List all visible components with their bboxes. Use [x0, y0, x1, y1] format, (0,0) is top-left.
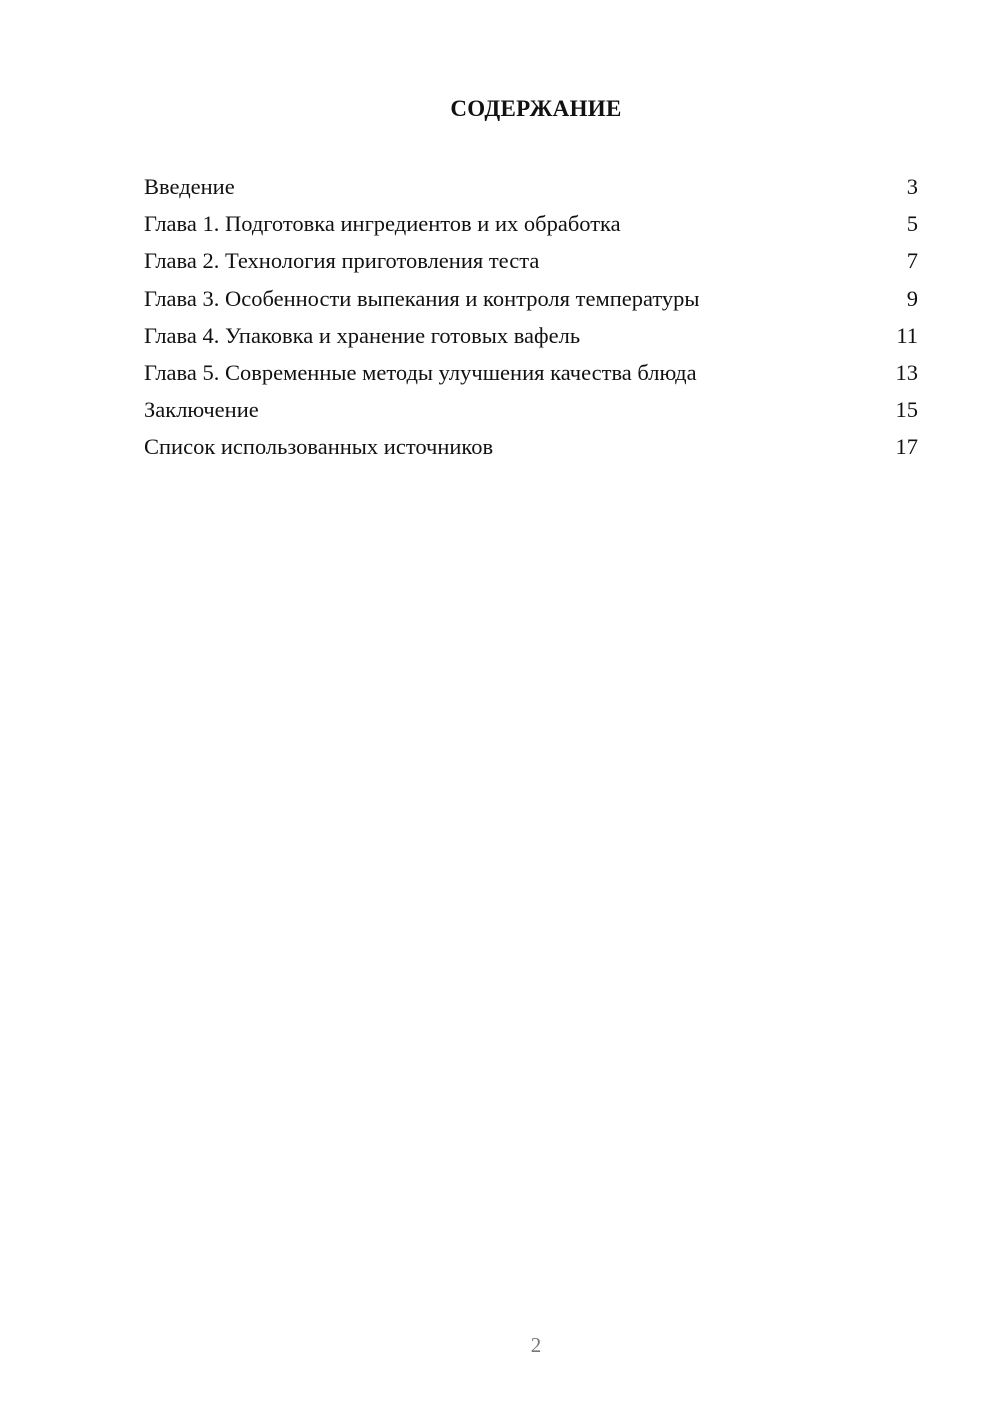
toc-entry-label: Глава 3. Особенности выпекания и контроля температуры — [144, 285, 700, 311]
toc-entry-label: Список использованных источников — [144, 434, 494, 460]
table-of-contents — [144, 168, 918, 466]
toc-entry-label: Глава 5. Современные методы улучшения качества блюда — [144, 359, 697, 385]
toc-entry-page: 15 — [895, 397, 918, 423]
toc-entry-page: 5 — [906, 211, 918, 237]
toc-entry-page: 3 — [906, 174, 918, 199]
toc-entry-page: 17 — [895, 434, 918, 460]
toc-entry-chapter-2 — [144, 242, 918, 279]
toc-entry-chapter-4 — [144, 317, 918, 354]
toc-entry-page: 7 — [906, 248, 918, 274]
toc-entry-label: Глава 4. Упаковка и хранение готовых вафель — [144, 322, 581, 348]
toc-entry-page: 9 — [906, 285, 918, 311]
toc-entry-label: Введение — [144, 174, 235, 199]
toc-entry-conclusion — [144, 391, 918, 428]
page-title: СОДЕРЖАНИЕ — [450, 96, 622, 121]
toc-entry-label: Глава 2. Технология приготовления теста — [144, 248, 540, 274]
toc-entry-chapter-1 — [144, 205, 918, 242]
toc-entry-references — [144, 428, 918, 465]
toc-entry-label: Глава 1. Подготовка ингредиентов и их обработка — [144, 211, 621, 237]
page-number: 2 — [530, 1333, 542, 1357]
toc-entry-chapter-5 — [144, 354, 918, 391]
toc-entry-page: 13 — [895, 359, 918, 385]
toc-entry-label: Заключение — [144, 397, 259, 423]
toc-entry-page: 11 — [896, 322, 918, 348]
toc-entry-chapter-3 — [144, 280, 918, 317]
toc-entry-introduction — [144, 168, 918, 205]
